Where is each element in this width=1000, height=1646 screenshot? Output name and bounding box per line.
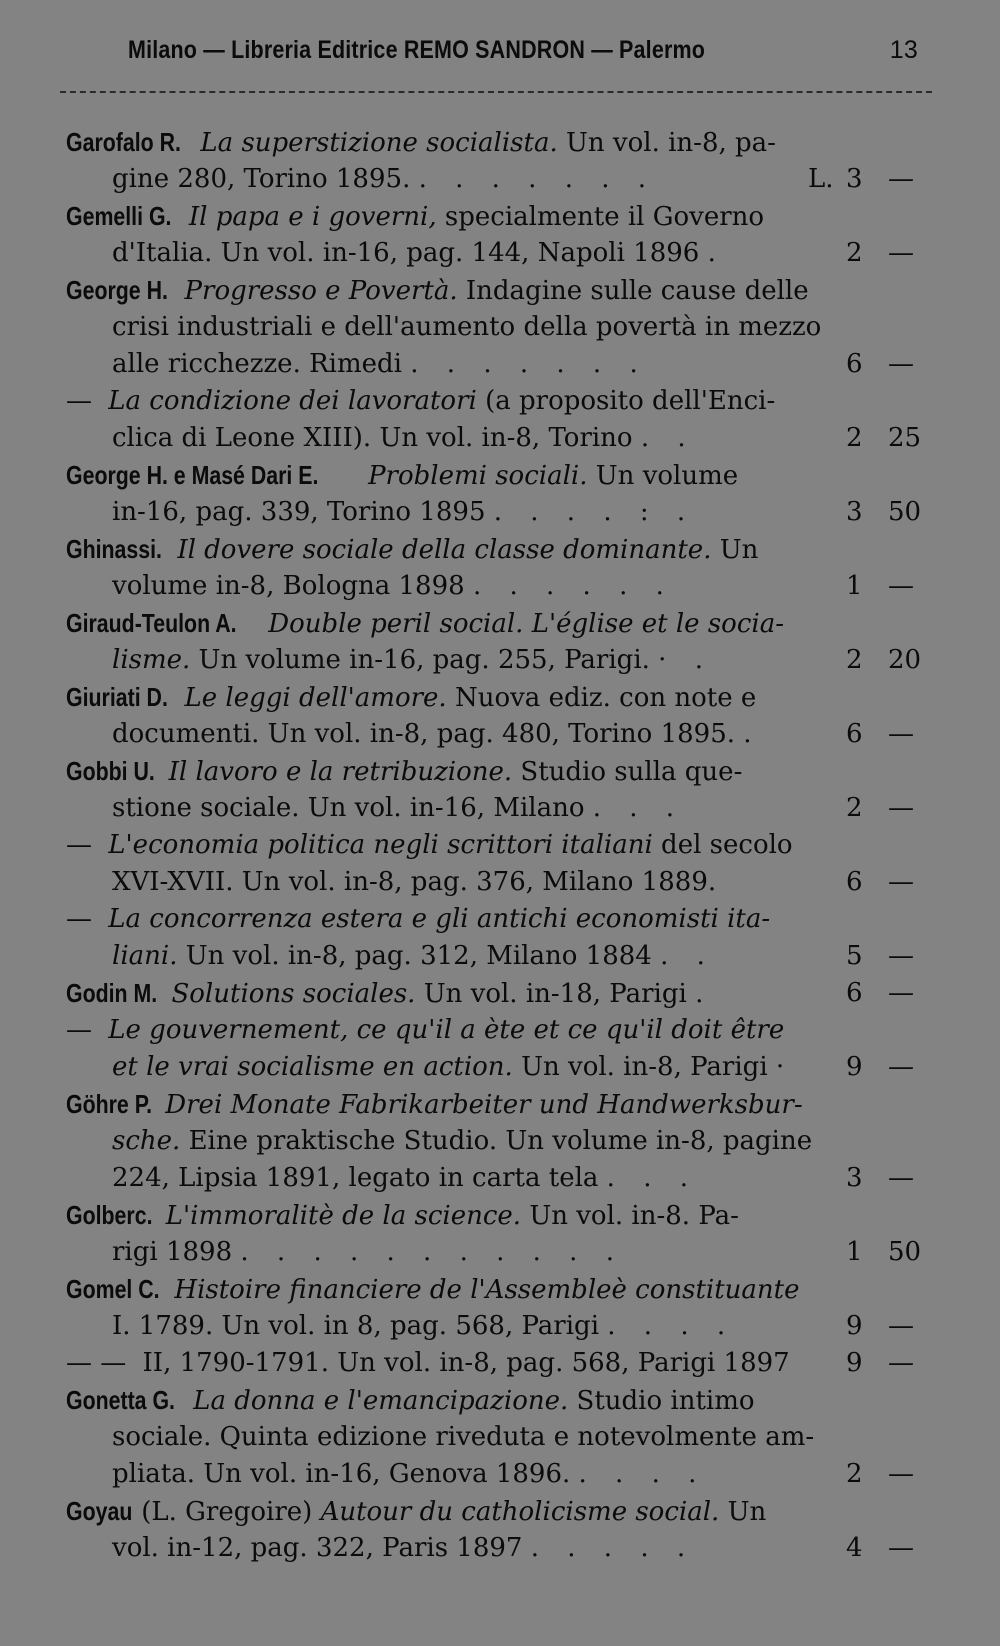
price-lire: 1: [846, 571, 863, 601]
price-cents: —: [888, 238, 914, 268]
price-lire: 2: [846, 793, 863, 823]
catalog-entries: [0, 124, 1000, 1567]
dot-leader: .: [707, 238, 726, 268]
price: [846, 864, 938, 901]
price-cents: 25: [888, 423, 922, 453]
catalog-entry: [0, 272, 1000, 383]
entry-title: Il lavoro e la retribuzione.: [168, 757, 513, 787]
ditto-dash: —: [66, 904, 92, 934]
dot-leader: . . . . .: [530, 1533, 696, 1563]
entry-line: [0, 1419, 1000, 1456]
entry-line: [0, 827, 1000, 864]
entry-line: [0, 383, 1000, 420]
price-cents: —: [888, 978, 914, 1008]
price: [846, 161, 938, 198]
price-cents: —: [888, 1163, 914, 1193]
price-lire: 9: [846, 1052, 863, 1082]
price: [846, 1234, 938, 1271]
entry-text: Studio sulla que-: [520, 757, 743, 787]
entry-line: [0, 1197, 1000, 1234]
entry-line: [0, 1160, 1000, 1197]
entry-title: lisme.: [112, 645, 191, 675]
price-lire: 6: [846, 349, 863, 379]
price-cents: —: [888, 1348, 914, 1378]
entry-text: pliata. Un vol. in-16, Genova 1896.: [112, 1459, 571, 1489]
running-head: Milano — Libreria Editrice REMO SANDRON — Palermo: [128, 36, 706, 64]
catalog-entry: [0, 679, 1000, 753]
entry-text: crisi industriali e dell'aumento della povertà in mezzo: [112, 312, 822, 342]
price: [846, 568, 938, 605]
entry-line: [0, 753, 1000, 790]
entry-text: documenti. Un vol. in-8, pag. 480, Torino 1895. .: [112, 719, 752, 749]
entry-line: [0, 346, 1000, 383]
entry-title: La superstizione socialista.: [200, 128, 558, 158]
entry-title: Autour du catholicisme social.: [320, 1497, 720, 1527]
entry-text: Studio intimo: [576, 1386, 755, 1416]
price: [846, 642, 938, 679]
entry-line: [0, 1493, 1000, 1530]
entry-text: Un vol. in-18, Parigi: [423, 979, 687, 1009]
entry-title: La donna e l'emancipazione.: [193, 1386, 569, 1416]
entry-text: volume in-8, Bologna 1898: [112, 571, 465, 601]
entry-line: [0, 457, 1000, 494]
price-cents: —: [888, 867, 914, 897]
entry-text: (L. Gregoire): [141, 1497, 313, 1527]
price: [846, 1456, 938, 1493]
entry-line: [0, 1086, 1000, 1123]
catalog-entry: [0, 531, 1000, 605]
entry-author: George H.: [66, 275, 168, 305]
price: [846, 716, 938, 753]
entry-title: Progresso e Povertà.: [184, 276, 458, 306]
dot-leader: . . . .: [607, 1311, 736, 1341]
price-cents: 50: [888, 497, 922, 527]
entry-text: rigi 1898: [112, 1237, 233, 1267]
entry-title: Le leggi dell'amore.: [184, 683, 447, 713]
dot-leader: . . .: [592, 793, 685, 823]
catalog-entry: [0, 605, 1000, 679]
entry-author: George H. e Masé Dari E.: [66, 460, 319, 490]
entry-line: [0, 716, 1000, 753]
entry-line: [0, 864, 1000, 901]
entry-title: et le vrai socialisme en action.: [112, 1052, 513, 1082]
catalog-entry: [0, 383, 1000, 457]
entry-author: Gonetta G.: [66, 1385, 175, 1415]
price-lire: 1: [846, 1237, 863, 1267]
entry-text: Un: [719, 535, 759, 565]
entry-title: L'economia politica negli scrittori italiani: [108, 830, 653, 860]
entry-author: Gomel C.: [66, 1274, 160, 1304]
entry-line: [0, 975, 1000, 1012]
price: [846, 346, 938, 383]
dot-leader: . . . . . .: [472, 571, 674, 601]
entry-text: Eine praktische Studio. Un volume in-8, pagine: [188, 1126, 813, 1156]
entry-text: (a proposito dell'Enci-: [485, 386, 776, 416]
entry-text: alle ricchezze. Rimedi: [112, 349, 402, 379]
dot-leader: . .: [640, 423, 696, 453]
entry-line: [0, 1012, 1000, 1049]
dot-leader: . . .: [606, 1163, 698, 1193]
entry-text: Nuova ediz. con note e: [454, 683, 757, 713]
entry-author: Goyau: [66, 1496, 133, 1526]
entry-line: [0, 1456, 1000, 1493]
entry-text: stione sociale. Un vol. in-16, Milano: [112, 793, 585, 823]
entry-text: Un vol. in-8, Parigi: [521, 1052, 768, 1082]
catalog-entry: [0, 124, 1000, 198]
price: [846, 1530, 938, 1567]
catalog-entry: [0, 198, 1000, 272]
entry-text: XVI-XVII. Un vol. in-8, pag. 376, Milano 1889.: [112, 867, 717, 897]
catalog-entry: [0, 753, 1000, 827]
entry-line: [0, 1271, 1000, 1308]
entry-text: Un vol. in-8, pag. 312, Milano 1884: [185, 941, 652, 971]
entry-title: Il dovere sociale della classe dominante.: [177, 535, 712, 565]
price-lire: 6: [846, 978, 863, 1008]
entry-author: Giuriati D.: [66, 682, 168, 712]
price-cents: —: [888, 1459, 914, 1489]
price-cents: —: [888, 1052, 914, 1082]
price: [846, 494, 938, 531]
entry-line: [0, 1123, 1000, 1160]
price: [846, 790, 938, 827]
entry-line: [0, 198, 1000, 235]
entry-author: Gemelli G.: [66, 201, 172, 231]
price-lire: 2: [846, 238, 863, 268]
catalog-entry: [0, 1012, 1000, 1086]
price: [846, 975, 938, 1012]
entry-line: [0, 901, 1000, 938]
entry-text: 224, Lipsia 1891, legato in carta tela: [112, 1163, 599, 1193]
entry-line: [0, 679, 1000, 716]
price: [846, 938, 938, 975]
price-cents: —: [888, 571, 914, 601]
entry-author: Godin M.: [66, 978, 158, 1008]
entry-title: Problemi sociali.: [368, 461, 588, 491]
price-lire: 9: [846, 1311, 863, 1341]
entry-line: [0, 790, 1000, 827]
price: [846, 235, 938, 272]
dot-leader: . . . . . . .: [418, 164, 657, 194]
entry-line: [0, 1382, 1000, 1419]
price-lire: 3: [846, 497, 863, 527]
entry-text: gine 280, Torino 1895.: [112, 164, 411, 194]
page-number: 13: [889, 36, 918, 64]
price-cents: —: [888, 793, 914, 823]
entry-text: clica di Leone XIII). Un vol. in-8, Torino: [112, 423, 633, 453]
price-cents: —: [888, 1533, 914, 1563]
catalog-entry: [0, 827, 1000, 901]
entry-title: Il papa e i governi,: [188, 202, 437, 232]
price-lire: 5: [846, 941, 863, 971]
price-cents: 50: [888, 1237, 922, 1267]
entry-title: Double peril social. L'église et le socia-: [268, 609, 784, 639]
dot-leader: · .: [658, 645, 713, 675]
entry-line: [0, 605, 1000, 642]
entry-author: Giraud-Teulon A.: [66, 608, 237, 638]
entry-line: [0, 494, 1000, 531]
entry-title: Drei Monate Fabrikarbeiter und Handwerksbur-: [165, 1090, 803, 1120]
entry-text: sociale. Quinta edizione riveduta e notevolmente am-: [112, 1422, 815, 1452]
price: [846, 1160, 938, 1197]
entry-line: [0, 420, 1000, 457]
entry-line: [0, 1530, 1000, 1567]
price: [846, 1345, 938, 1382]
entry-text: I. 1789. Un vol. in 8, pag. 568, Parigi: [112, 1311, 600, 1341]
price-cents: 20: [888, 645, 922, 675]
dot-leader: . . . . . . .: [410, 349, 648, 379]
entry-line: [0, 938, 1000, 975]
catalog-entry: [0, 1271, 1000, 1345]
price: [846, 1308, 938, 1345]
price: [846, 1049, 938, 1086]
entry-text: Un vol. in-8. Pa-: [529, 1201, 739, 1231]
entry-text: Indagine sulle cause delle: [465, 276, 809, 306]
page-header: [128, 30, 918, 70]
dot-leader: . . . . . . . . . . .: [240, 1237, 624, 1267]
entry-title: Le gouvernement, ce qu'il a ète et ce qu'il doit être: [108, 1015, 785, 1045]
price-cents: —: [888, 164, 914, 194]
catalog-entry: [0, 1197, 1000, 1271]
price-cents: —: [888, 1311, 914, 1341]
ditto-dash: —: [66, 386, 92, 416]
catalog-entry: [0, 901, 1000, 975]
price-lire: 2: [846, 1459, 863, 1489]
entry-line: [0, 235, 1000, 272]
entry-title: Solutions sociales.: [171, 979, 416, 1009]
entry-text: II, 1790-1791. Un vol. in-8, pag. 568, Parigi 1897: [142, 1348, 790, 1378]
dot-leader: . . . .: [578, 1459, 707, 1489]
price-lire: 4: [846, 1533, 863, 1563]
entry-text: Un vol. in-8, pa-: [565, 128, 776, 158]
entry-author: Göhre P.: [66, 1089, 153, 1119]
entry-line: [0, 568, 1000, 605]
entry-line: [0, 272, 1000, 309]
price-lire: 3: [846, 164, 863, 194]
catalog-entry: [0, 1086, 1000, 1197]
entry-text: del secolo: [661, 830, 793, 860]
entry-line: [0, 161, 1000, 198]
catalog-entry: [0, 1382, 1000, 1493]
ditto-dash: — —: [66, 1348, 127, 1378]
entry-author: Golberc.: [66, 1200, 153, 1230]
price-lire: 2: [846, 645, 863, 675]
header-rule: [60, 91, 932, 93]
entry-text: d'Italia. Un vol. in-16, pag. 144, Napoli 1896: [112, 238, 700, 268]
entry-line: [0, 124, 1000, 161]
price-lire: 6: [846, 719, 863, 749]
entry-text: specialmente il Governo: [444, 202, 765, 232]
price-cents: —: [888, 719, 914, 749]
entry-title: sche.: [112, 1126, 181, 1156]
dot-leader: . . . . : .: [493, 497, 696, 527]
price: [846, 420, 938, 457]
entry-line: [0, 1308, 1000, 1345]
price-cents: —: [888, 941, 914, 971]
catalog-entry: [0, 457, 1000, 531]
catalog-entry: [0, 1493, 1000, 1567]
entry-title: L'immoralitè de la science.: [165, 1201, 522, 1231]
entry-text: Un volume: [595, 461, 739, 491]
price-lire: 9: [846, 1348, 863, 1378]
catalog-entry: [0, 975, 1000, 1012]
dot-leader: . .: [660, 941, 715, 971]
entry-title: Histoire financiere de l'Assembleè constituante: [174, 1275, 800, 1305]
entry-author: Gobbi U.: [66, 756, 155, 786]
ditto-dash: —: [66, 1015, 92, 1045]
entry-author: Garofalo R.: [66, 127, 181, 157]
price-lire: 2: [846, 423, 863, 453]
entry-line: [0, 309, 1000, 346]
entry-title: La concorrenza estera e gli antichi economisti ita-: [108, 904, 771, 934]
price-lire: 3: [846, 1163, 863, 1193]
dot-leader: ·: [775, 1052, 795, 1082]
entry-line: [0, 642, 1000, 679]
catalog-entry: [0, 1345, 1000, 1382]
entry-line: [0, 1049, 1000, 1086]
entry-author: Ghinassi.: [66, 534, 162, 564]
entry-text: in-16, pag. 339, Torino 1895: [112, 497, 486, 527]
entry-line: [0, 531, 1000, 568]
entry-text: Un volume in-16, pag. 255, Parigi.: [198, 645, 650, 675]
dot-leader: .: [695, 979, 714, 1009]
price-cents: —: [888, 349, 914, 379]
entry-line: [0, 1345, 1000, 1382]
entry-line: [0, 1234, 1000, 1271]
ditto-dash: —: [66, 830, 92, 860]
currency-prefix: L.: [808, 164, 834, 194]
price-lire: 6: [846, 867, 863, 897]
entry-title: La condizione dei lavoratori: [108, 386, 477, 416]
entry-text: vol. in-12, pag. 322, Paris 1897: [112, 1533, 523, 1563]
entry-text: Un: [727, 1497, 767, 1527]
entry-title: liani.: [112, 941, 178, 971]
